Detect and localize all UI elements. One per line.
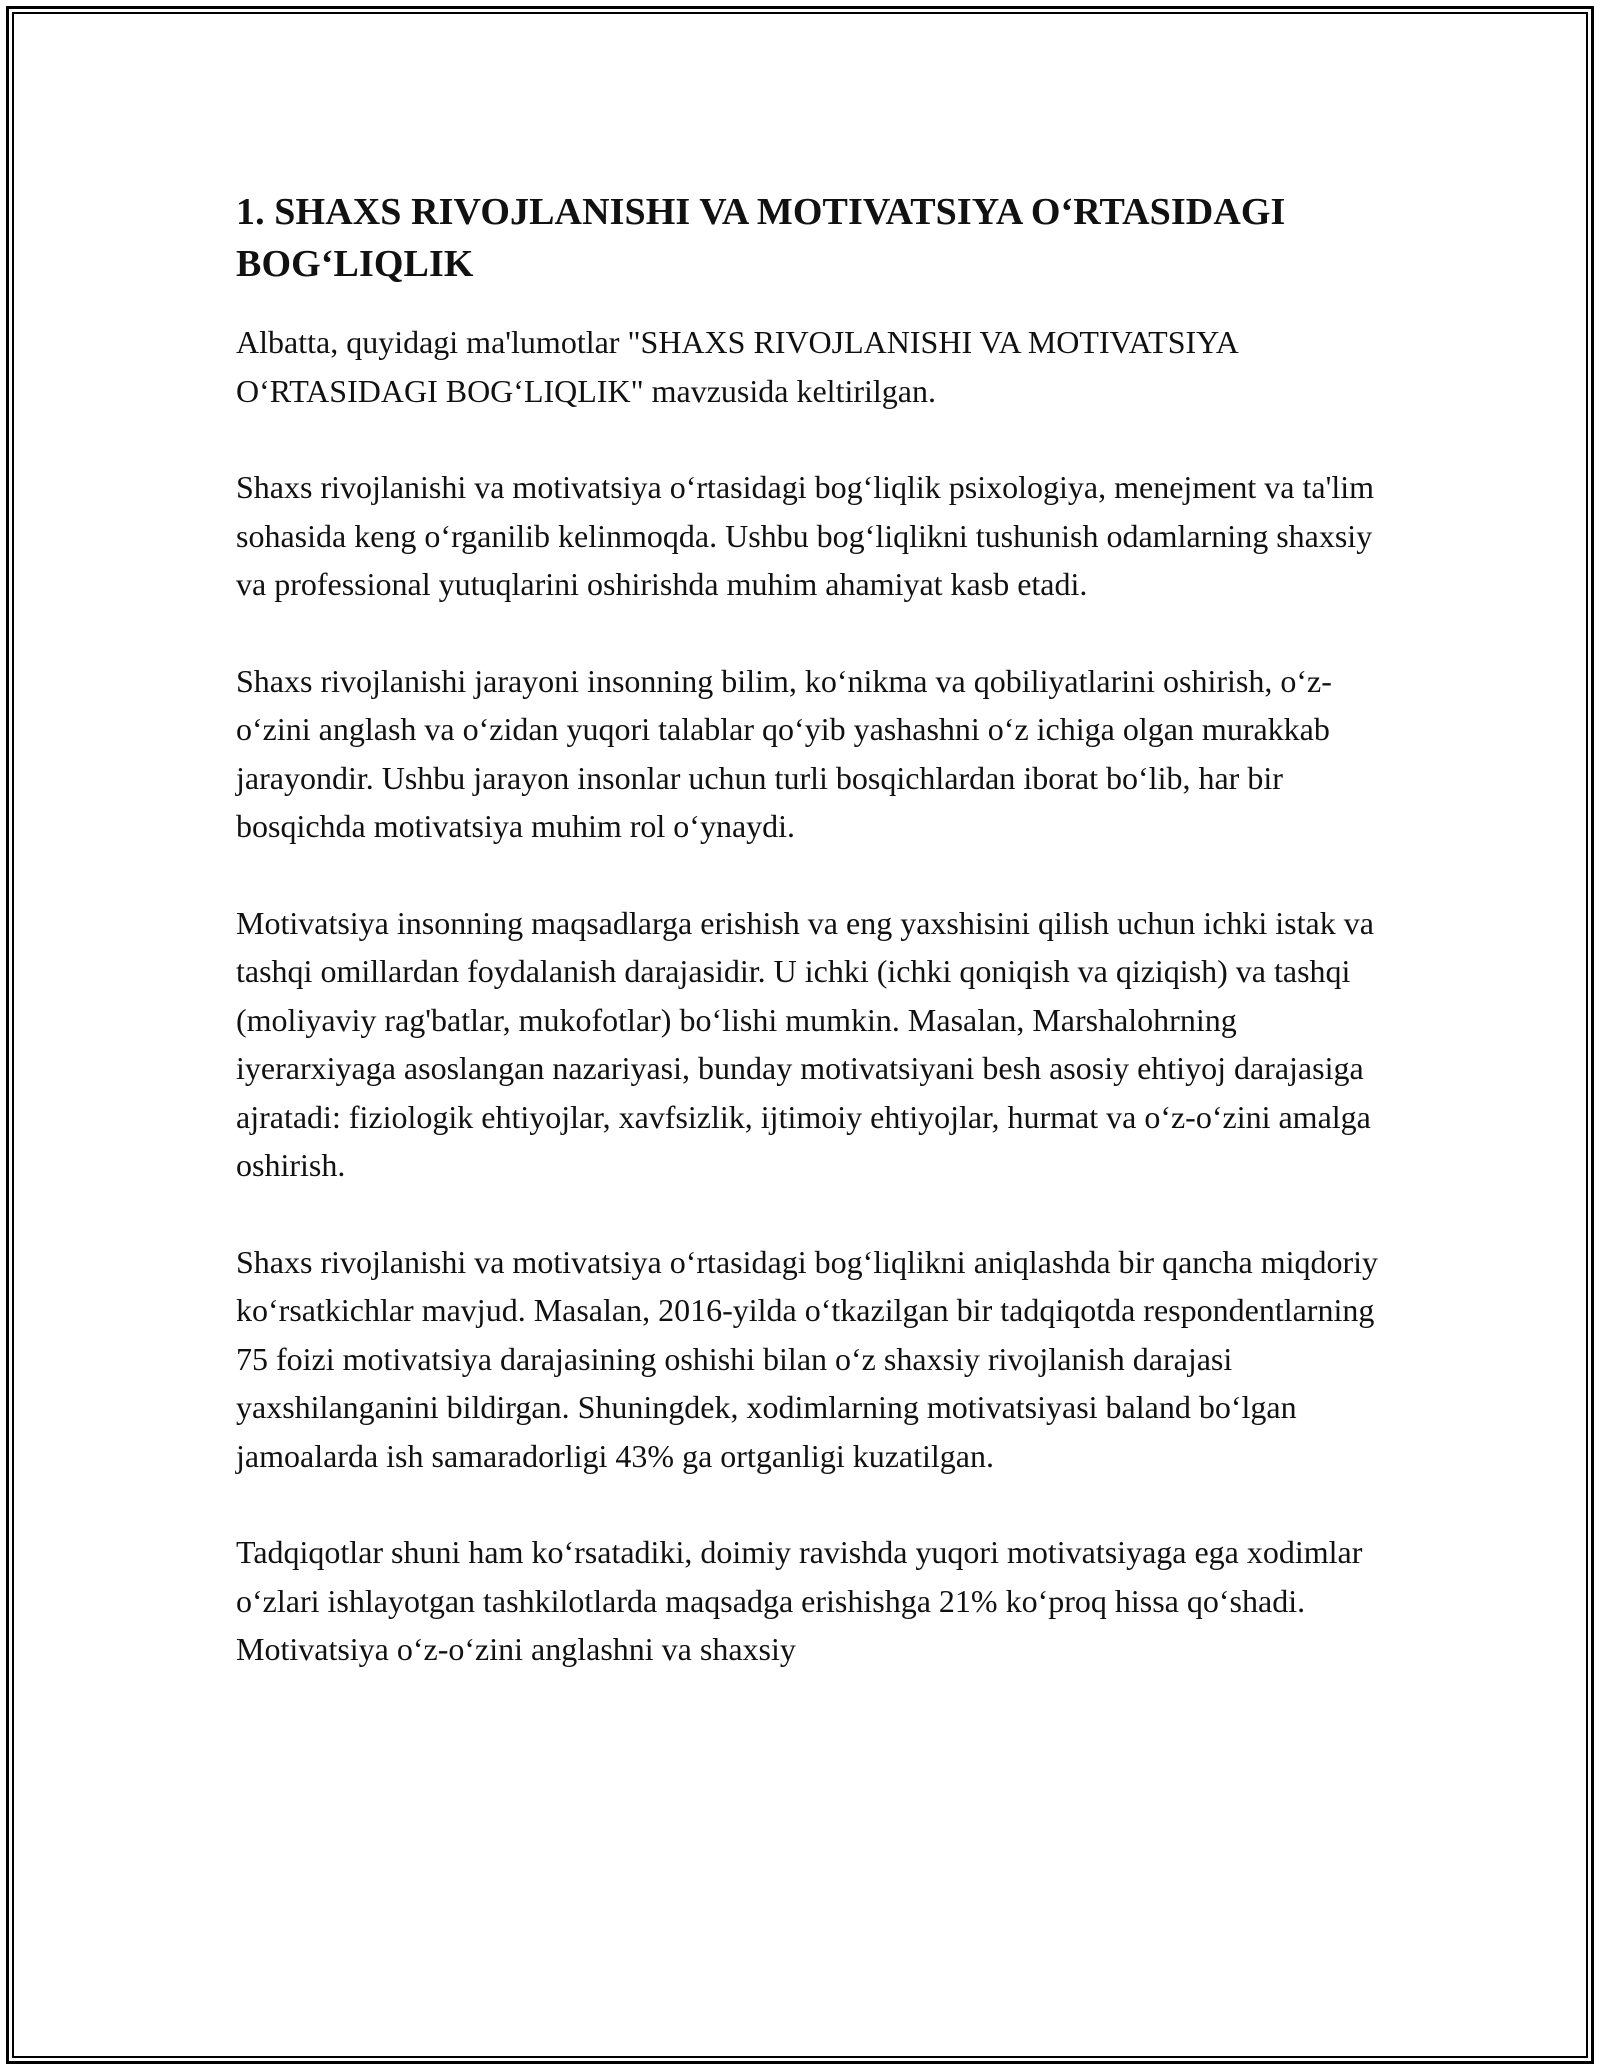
paragraph: Tadqiqotlar shuni ham ko‘rsatadiki, doimiy ravishda yuqori motivatsiyaga ega xodimlar o‘zlari ishlayotgan tashkilotlarda maqsadga erishishga 21% ko‘proq hissa qo‘shadi. Motivatsiya o‘z-o‘zini anglashni va shaxsiy: [236, 1534, 1363, 1667]
document-body: [236, 186, 1396, 1722]
paragraph: Shaxs rivojlanishi va motivatsiya o‘rtasidagi bog‘liqlikni aniqlashda bir qancha miqdoriy ko‘rsatkichlar mavjud. Masalan, 2016-yilda o‘tkazilgan bir tadqiqotda respondentlarning 75 foizi motivatsiya darajasining oshishi bilan o‘z shaxsiy rivojlanish darajasi yaxshilanganini bildirgan. Shuningdek, xodimlarning motivatsiyasi baland bo‘lgan jamoalarda ish samaradorligi 43% ga ortganligi kuzatilgan.: [236, 1243, 1379, 1474]
paragraph: Motivatsiya insonning maqsadlarga erishish va eng yaxshisini qilish uchun ichki istak va tashqi omillardan foydalanish darajasidir. U ichki (ichki qoniqish va qiziqish) va tashqi (moliyaviy rag'batlar, mukofotlar) bo‘lishi mumkin. Masalan, Marshalohrning iyerarxiyaga asoslangan nazariyasi, bunday motivatsiyani besh asosiy ehtiyoj darajasiga ajratadi: fiziologik ehtiyojlar, xavfsizlik, ijtimoiy ehtiyojlar, hurmat va o‘z-o‘zini amalga oshirish.: [236, 904, 1374, 1183]
paragraph-intro: Albatta, quyidagi ma'lumotlar "SHAXS RIVOJLANISHI VA MOTIVATSIYA O‘RTASIDAGI BOG‘LIQLIK" mavzusida keltirilgan.: [236, 324, 1238, 409]
paragraph: Shaxs rivojlanishi jarayoni insonning bilim, ko‘nikma va qobiliyatlarini oshirish, o‘z-o‘zini anglash va o‘zidan yuqori talablar qo‘yib yashashni o‘z ichiga olgan murakkab jarayondir. Ushbu jarayon insonlar uchun turli bosqichlardan iborat bo‘lib, har bir bosqichda motivatsiya muhim rol o‘ynaydi.: [236, 662, 1332, 844]
section-heading: 1. SHAXS RIVOJLANISHI VA MOTIVATSIYA O‘RTASIDAGI BOG‘LIQLIK: [236, 191, 1286, 285]
paragraph: Shaxs rivojlanishi va motivatsiya o‘rtasidagi bog‘liqlik psixologiya, menejment va ta'lim sohasida keng o‘rganilib kelinmoqda. Ushbu bog‘liqlikni tushunish odamlarning shaxsiy va professional yutuqlarini oshirishda muhim ahamiyat kasb etadi.: [236, 469, 1375, 602]
